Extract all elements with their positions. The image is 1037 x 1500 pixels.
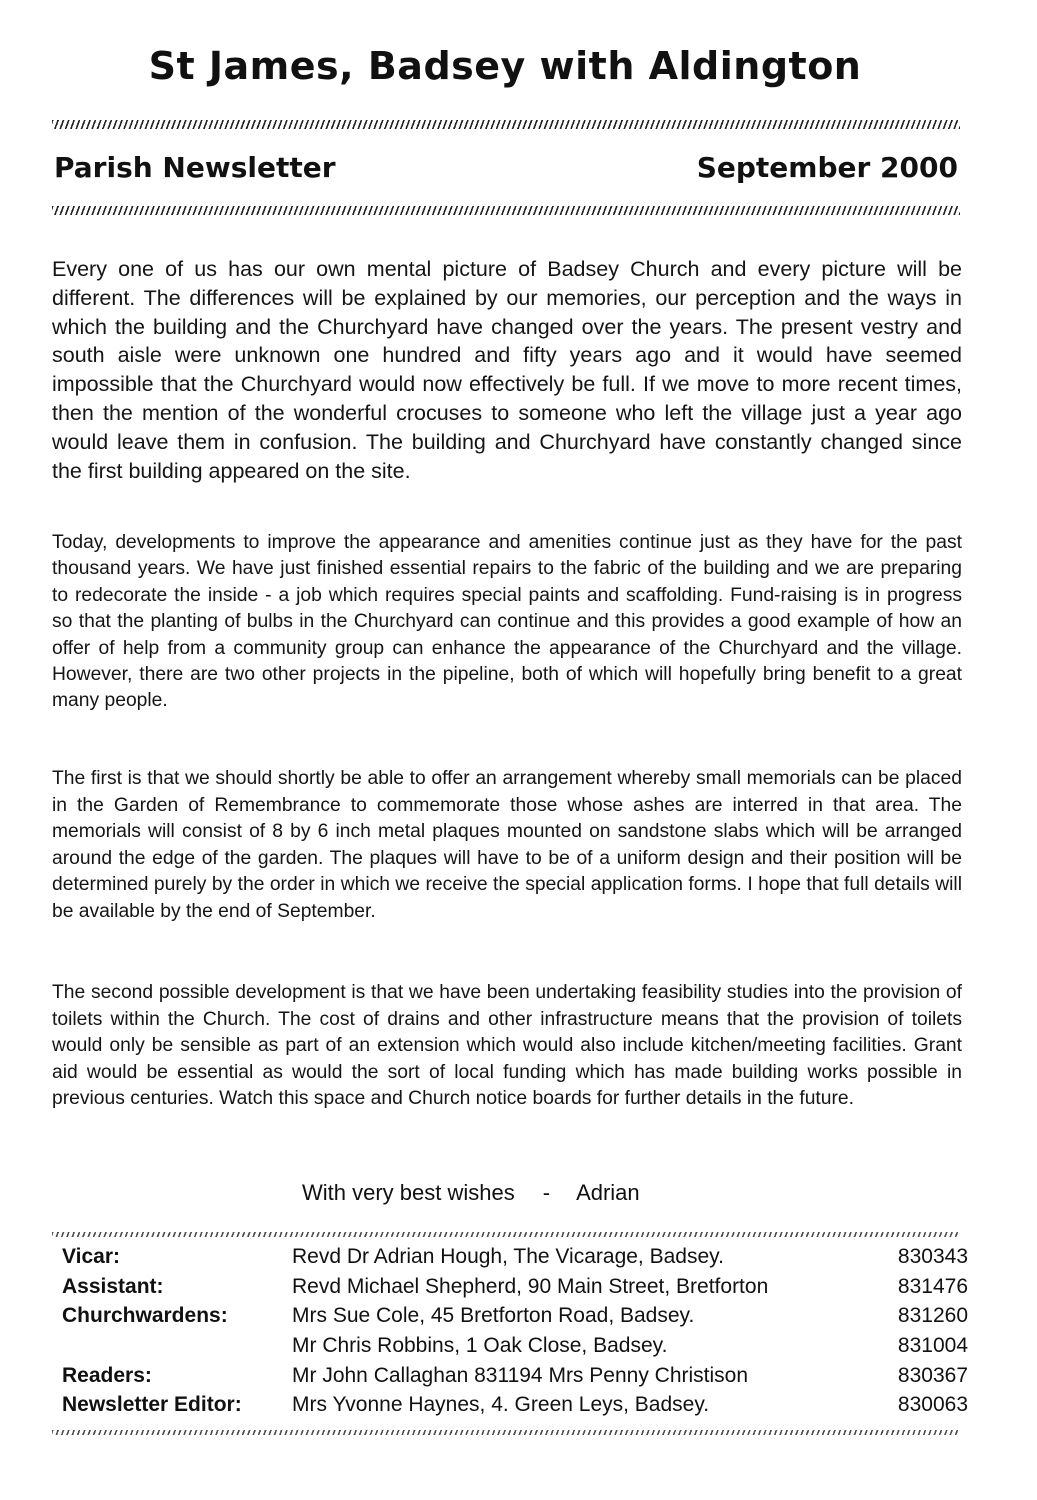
- newsletter-date: September 2000: [696, 151, 958, 184]
- contacts-divider-top: [52, 1232, 960, 1237]
- contact-role: Churchwardens:: [62, 1304, 228, 1328]
- paragraph-developments: Today, developments to improve the appearance and amenities continue just as they have for the past thousand years. We have just finished essential repairs to the fabric of the building and we are preparing to redecorate the inside - a job which requires special paints and scaffolding. Fund-raising is in progress so that the planting of bulbs in the Churchyard can continue and this provides a good example of how an offer of help from a community group can enhance the appearance of the Churchyard and the village. However, there are two other projects in the pipeline, both of which will hopefully bring benefit to a great many people.: [52, 532, 962, 712]
- signoff-greeting: With very best wishes: [302, 1180, 515, 1205]
- signoff: [302, 1180, 640, 1206]
- contact-phone: 830367: [897, 1363, 968, 1387]
- paragraph-toilets: The second possible development is that we have been undertaking feasibility studies into the provision of toilets within the Church. The cost of drains and other infrastructure means that the provision of toilets would only be sensible as part of an extension which would also include kitchen/meeting facilities. Grant aid would be essential as would the sort of local funding which has made building works possible in previous centuries. Watch this space and Church notice boards for further details in the future.: [52, 982, 962, 1110]
- newsletter-name: Parish Newsletter: [54, 151, 336, 184]
- contact-detail: Mrs Yvonne Haynes, 4. Green Leys, Badsey.: [292, 1393, 710, 1417]
- contact-phone: 830063: [897, 1393, 968, 1417]
- contact-row: [62, 1301, 968, 1331]
- header-divider-bottom: [52, 206, 960, 215]
- newsletter-header: [54, 151, 958, 184]
- contact-phone: 831004: [897, 1334, 968, 1358]
- paragraph-memorials: The first is that we should shortly be able to offer an arrangement whereby small memorials can be placed in the Garden of Remembrance to commemorate those whose ashes are interred in that area. The memorials will consist of 8 by 6 inch metal plaques mounted on sandstone slabs which will be arranged around the edge of the garden. The plaques will have to be of a uniform design and their position will be determined purely by the order in which we receive the special application forms. I hope that full details will be available by the end of September.: [52, 768, 962, 922]
- contact-phone: 831260: [897, 1304, 968, 1328]
- contact-row: [62, 1272, 968, 1302]
- contact-role: [62, 1331, 292, 1361]
- signoff-name: Adrian: [576, 1180, 640, 1205]
- contact-phone: 831476: [897, 1274, 968, 1298]
- contact-role: Assistant:: [62, 1274, 164, 1298]
- contact-detail: Revd Dr Adrian Hough, The Vicarage, Badsey.: [292, 1245, 724, 1268]
- contact-role: Newsletter Editor:: [62, 1393, 242, 1417]
- contact-detail: Mrs Sue Cole, 45 Bretforton Road, Badsey.: [292, 1304, 695, 1328]
- contact-detail: Mr Chris Robbins, 1 Oak Close, Badsey.: [292, 1334, 668, 1358]
- header-divider-top: [52, 120, 960, 129]
- page-title: St James, Badsey with Aldington: [148, 44, 862, 88]
- contact-phone: 830343: [897, 1245, 968, 1268]
- contact-detail: Mr John Callaghan 831194 Mrs Penny Christison: [292, 1363, 749, 1387]
- contact-role: Vicar:: [62, 1245, 120, 1268]
- contacts-table: [62, 1242, 968, 1420]
- contact-role: Readers:: [62, 1363, 152, 1387]
- paragraph-intro: Every one of us has our own mental picture of Badsey Church and every picture will be different. The differences will be explained by our memories, our perception and the ways in which the building and the Churchyard have changed over the years. The present vestry and south aisle were unknown one hundred and fifty years ago and it would have seemed impossible that the Churchyard would now effectively be full. If we move to more recent times, then the mention of the wonderful crocuses to someone who left the village just a year ago would leave them in confusion. The building and Churchyard have constantly changed since the first building appeared on the site.: [52, 257, 962, 483]
- signoff-separator: -: [542, 1180, 551, 1205]
- contact-row: [62, 1390, 968, 1420]
- contact-row: [62, 1361, 968, 1391]
- contact-detail: Revd Michael Shepherd, 90 Main Street, Bretforton: [292, 1274, 769, 1298]
- contacts-divider-bottom: [52, 1430, 960, 1435]
- contact-row: [62, 1242, 968, 1272]
- contact-row: [62, 1331, 968, 1361]
